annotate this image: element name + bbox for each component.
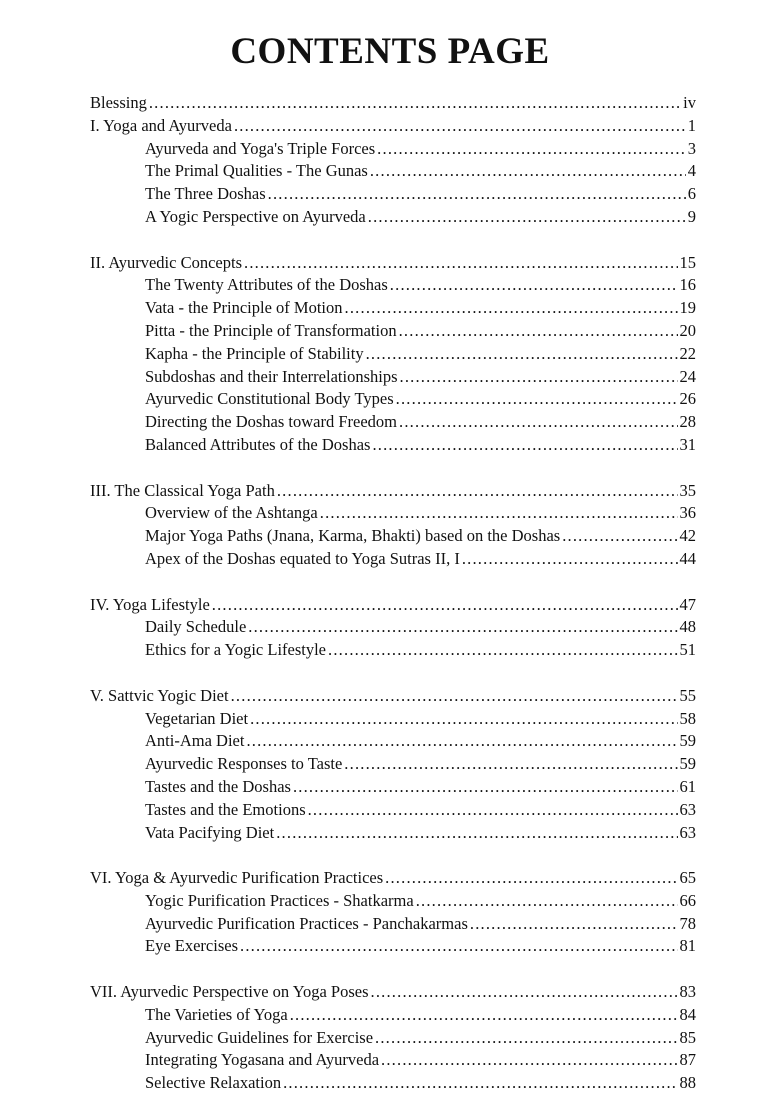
toc-page-number: 47: [679, 594, 696, 614]
toc-page-number: 20: [679, 320, 696, 340]
toc-page-number: 63: [679, 799, 696, 819]
toc-subentry[interactable]: [90, 274, 696, 297]
toc-entry-title: The Twenty Attributes of the Doshas: [145, 275, 388, 295]
dot-leader: [372, 434, 677, 457]
toc-page-number: 9: [687, 206, 696, 226]
toc-subentry[interactable]: [90, 1004, 696, 1027]
toc-entry-title: Ayurveda and Yoga's Triple Forces: [145, 138, 376, 158]
dot-leader: [399, 411, 677, 434]
toc-subentry[interactable]: [90, 776, 696, 799]
toc-page-number: iv: [683, 93, 696, 112]
dot-leader: [470, 913, 678, 936]
dot-leader: [240, 935, 678, 958]
toc-entry-title: The Three Doshas: [145, 184, 266, 204]
toc-chapter-entry[interactable]: [90, 480, 696, 503]
dot-leader: [371, 981, 678, 1004]
toc-page-number: 63: [679, 822, 696, 842]
toc-entry-title: Vata - the Principle of Motion: [145, 298, 343, 318]
toc-page-number: 15: [679, 252, 696, 272]
toc-chapter-entry[interactable]: [90, 981, 696, 1004]
toc-subentry[interactable]: [90, 1049, 696, 1072]
toc-page-number: 58: [679, 708, 696, 728]
dot-leader: [345, 297, 678, 320]
dot-leader: [396, 388, 678, 411]
toc-entry-title: II. Ayurvedic Concepts: [90, 252, 242, 272]
toc-subentry[interactable]: [90, 502, 696, 525]
toc-page-number: 24: [679, 366, 696, 386]
toc-subentry[interactable]: [90, 616, 696, 639]
toc-page-number: 88: [679, 1073, 696, 1093]
page-title: CONTENTS PAGE: [230, 31, 550, 72]
dot-leader: [400, 366, 678, 389]
toc-page-number: 36: [679, 503, 696, 523]
dot-leader: [212, 594, 678, 617]
dot-leader: [399, 320, 678, 343]
dot-leader: [293, 776, 678, 799]
toc-subentry[interactable]: [90, 366, 696, 389]
toc-entry-title: The Varieties of Yoga: [145, 1004, 288, 1024]
toc-subentry[interactable]: [90, 639, 696, 662]
toc-subentry[interactable]: [90, 753, 696, 776]
toc-page-number: 78: [679, 913, 696, 933]
toc-subentry[interactable]: [90, 548, 696, 571]
dot-leader: [390, 274, 678, 297]
toc-subentry[interactable]: [90, 890, 696, 913]
toc-page-number: 44: [679, 548, 696, 568]
toc-entry-title: Overview of the Ashtanga: [145, 503, 318, 523]
toc-entry-title: VI. Yoga & Ayurvedic Purification Practices: [90, 868, 384, 888]
toc-entry-title: Tastes and the Emotions: [145, 799, 306, 819]
toc-entry-title: IV. Yoga Lifestyle: [90, 594, 210, 614]
toc-page-number: 87: [679, 1050, 696, 1070]
toc-page-number: 81: [679, 936, 696, 956]
toc-subentry[interactable]: [90, 799, 696, 822]
toc-chapter-entry[interactable]: [90, 115, 696, 138]
toc-page-number: 48: [679, 617, 696, 637]
dot-leader: [368, 206, 686, 229]
toc-entry-title: Yogic Purification Practices - Shatkarma: [145, 890, 414, 910]
toc-page-number: 83: [679, 982, 696, 1002]
toc-entry-title: VII. Ayurvedic Perspective on Yoga Poses: [90, 982, 369, 1002]
toc-page-number: 65: [679, 868, 696, 888]
toc-entry-title: Balanced Attributes of the Doshas: [145, 434, 371, 454]
toc-page-number: 22: [679, 343, 696, 363]
toc-entry-title: Eye Exercises: [145, 936, 238, 956]
toc-subentry[interactable]: [90, 1072, 696, 1095]
toc-chapter-entry[interactable]: [90, 252, 696, 275]
toc-page-number: 84: [679, 1004, 696, 1024]
toc-page-number: 59: [679, 754, 696, 774]
toc-entry-title: Ayurvedic Constitutional Body Types: [145, 389, 394, 409]
toc-entry-title: Tastes and the Doshas: [145, 776, 291, 796]
dot-leader: [244, 252, 678, 275]
toc-subentry[interactable]: [90, 525, 696, 548]
toc-entry-title: Ethics for a Yogic Lifestyle: [145, 640, 327, 660]
toc-entry-title: III. The Classical Yoga Path: [90, 480, 275, 500]
dot-leader: [381, 1049, 677, 1072]
toc-subentry[interactable]: [90, 822, 696, 845]
dot-leader: [149, 92, 681, 115]
toc-subentry[interactable]: [90, 206, 696, 229]
dot-leader: [308, 799, 678, 822]
toc-page-number: 16: [679, 275, 696, 295]
toc-page-number: 1: [687, 115, 696, 135]
dot-leader: [328, 639, 677, 662]
toc-entry-title: I. Yoga and Ayurveda: [90, 115, 232, 135]
toc-subentry[interactable]: [90, 1027, 696, 1050]
dot-leader: [283, 1072, 677, 1095]
dot-leader: [234, 115, 686, 138]
dot-leader: [231, 685, 678, 708]
dot-leader: [250, 708, 677, 731]
toc-page-number: 61: [679, 776, 696, 796]
toc-entry-title: Blessing: [90, 93, 147, 112]
dot-leader: [268, 183, 686, 206]
toc-entry-title: Ayurvedic Responses to Taste: [145, 754, 343, 774]
toc-page-number: 6: [687, 184, 696, 204]
toc-entry-title: A Yogic Perspective on Ayurveda: [145, 206, 366, 226]
toc-entry-title: The Primal Qualities - The Gunas: [145, 161, 368, 181]
toc-subentry[interactable]: [90, 935, 696, 958]
toc-subentry[interactable]: [90, 138, 696, 161]
toc-subentry[interactable]: [90, 320, 696, 343]
toc-entry-title: Kapha - the Principle of Stability: [145, 343, 364, 363]
toc-entry-title: Pitta - the Principle of Transformation: [145, 320, 397, 340]
toc-subentry[interactable]: [90, 388, 696, 411]
dot-leader: [375, 1027, 677, 1050]
toc-subentry[interactable]: [90, 411, 696, 434]
toc-subentry[interactable]: [90, 343, 696, 366]
toc-entry-title: Ayurvedic Purification Practices - Panchakarmas: [145, 913, 468, 933]
toc-subentry[interactable]: [90, 913, 696, 936]
dot-leader: [385, 867, 677, 890]
dot-leader: [366, 343, 678, 366]
dot-leader: [462, 548, 678, 571]
toc-page-number: 31: [679, 434, 696, 454]
toc-subentry[interactable]: [90, 297, 696, 320]
toc-chapter-entry[interactable]: [90, 92, 696, 115]
toc-entry-title: Selective Relaxation: [145, 1073, 282, 1093]
toc-page-number: 19: [679, 298, 696, 318]
dot-leader: [276, 822, 677, 845]
toc-entry-title: V. Sattvic Yogic Diet: [90, 685, 229, 705]
toc-page-number: 26: [679, 389, 696, 409]
toc-subentry[interactable]: [90, 183, 696, 206]
toc-page-number: 55: [679, 685, 696, 705]
dot-leader: [277, 480, 678, 503]
toc-chapter-entry[interactable]: [90, 685, 696, 708]
toc-entry-title: Anti-Ama Diet: [145, 731, 245, 751]
toc-page-number: 4: [687, 161, 696, 181]
toc-entry-title: Daily Schedule: [145, 617, 247, 637]
dot-leader: [320, 502, 678, 525]
dot-leader: [370, 160, 686, 183]
dot-leader: [344, 753, 677, 776]
toc-page-number: 85: [679, 1027, 696, 1047]
toc-entry-title: Ayurvedic Guidelines for Exercise: [145, 1027, 374, 1047]
dot-leader: [416, 890, 678, 913]
toc-subentry[interactable]: [90, 434, 696, 457]
toc-page-number: 35: [679, 480, 696, 500]
toc-page-number: 66: [679, 890, 696, 910]
toc-chapter-entry[interactable]: [90, 867, 696, 890]
toc-page-number: 28: [679, 412, 696, 432]
toc-page-number: 59: [679, 731, 696, 751]
toc-subentry[interactable]: [90, 708, 696, 731]
toc-page-number: 3: [687, 138, 696, 158]
table-of-contents: [90, 92, 696, 1095]
toc-subentry[interactable]: [90, 730, 696, 753]
toc-subentry[interactable]: [90, 160, 696, 183]
toc-entry-title: Vata Pacifying Diet: [145, 822, 275, 842]
dot-leader: [246, 730, 677, 753]
toc-chapter-entry[interactable]: [90, 594, 696, 617]
dot-leader: [562, 525, 677, 548]
toc-entry-title: Major Yoga Paths (Jnana, Karma, Bhakti) based on the Doshas: [145, 526, 561, 546]
toc-page-number: 51: [679, 640, 696, 660]
toc-entry-title: Directing the Doshas toward Freedom: [145, 412, 398, 432]
dot-leader: [248, 616, 677, 639]
toc-entry-title: Apex of the Doshas equated to Yoga Sutras II, I: [145, 548, 460, 568]
toc-entry-title: Subdoshas and their Interrelationships: [145, 366, 398, 386]
dot-leader: [290, 1004, 678, 1027]
toc-entry-title: Vegetarian Diet: [145, 708, 249, 728]
toc-page-number: 42: [679, 526, 696, 546]
toc-entry-title: Integrating Yogasana and Ayurveda: [145, 1050, 380, 1070]
dot-leader: [377, 138, 686, 161]
